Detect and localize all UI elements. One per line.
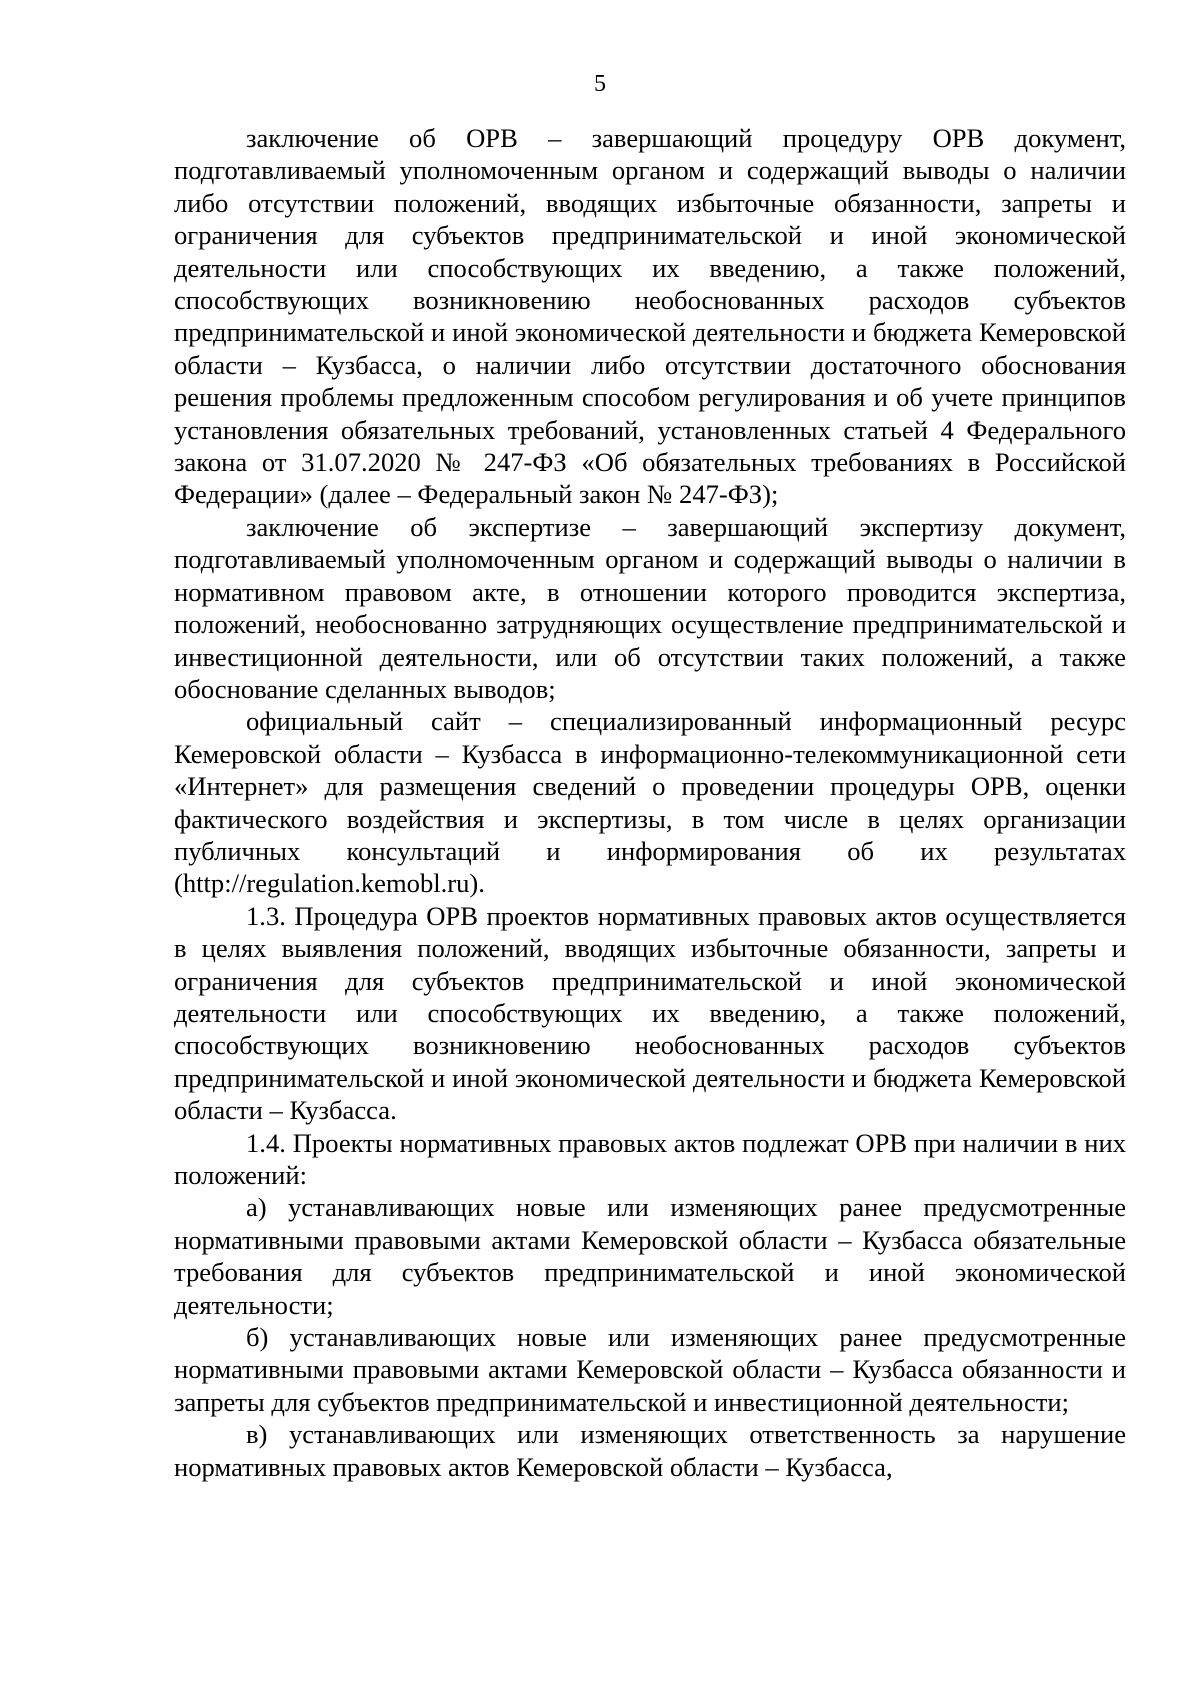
document-body bbox=[174, 122, 1126, 1483]
list-item-b: б) устанавливающих новые или изменяющих ранее предусмотренные нормативными правовыми актами Кемеровской области – Кузбасса обязанности и запреты для субъектов предпринимательской и инвестиционной деятельности; bbox=[174, 1322, 1126, 1417]
paragraph-section-1-3: 1.3. Процедура ОРВ проектов нормативных правовых актов осуществляется в целях выявления положений, вводящих избыточные обязанности, запреты и ограничения для субъектов предпринимательской и иной экономической деятельности или способствующих их введению, а также положений, способствующих возникновению необоснованных расходов субъектов предпринимательской и иной экономической деятельности и бюджета Кемеровской области – Кузбасса. bbox=[174, 900, 1126, 1126]
paragraph-section-1-4: 1.4. Проекты нормативных правовых актов подлежат ОРВ при наличии в них положений: bbox=[174, 1127, 1126, 1190]
page-number: 5 bbox=[594, 71, 606, 97]
paragraph-definition-expertise-conclusion: заключение об экспертизе – завершающий экспертизу документ, подготавливаемый уполномоченным органом и содержащий выводы о наличии в нормативном правовом акте, в отношении которого проводится экспертиза, положений, необоснованно затрудняющих осуществление предпринимательской и инвестиционной деятельности, или об отсутствии таких положений, а также обоснование сделанных выводов; bbox=[174, 511, 1126, 704]
list-item-v: в) устанавливающих или изменяющих ответственность за нарушение нормативных правовых актов Кемеровской области – Кузбасса, bbox=[174, 1419, 1126, 1482]
paragraph-definition-orv-conclusion: заключение об ОРВ – завершающий процедуру ОРВ документ, подготавливаемый уполномоченным органом и содержащий выводы о наличии либо отсутствии положений, вводящих избыточные обязанности, запреты и ограничения для субъектов предпринимательской и иной экономической деятельности или способствующих их введению, а также положений, способствующих возникновению необоснованных расходов субъектов предпринимательской и иной экономической деятельности и бюджета Кемеровской области – Кузбасса, о наличии либо отсутствии достаточного обоснования решения проблемы предложенным способом регулирования и об учете принципов установления обязательных требований, установленных статьей 4 Федерального закона от 31.07.2020 № 247-ФЗ «Об обязательных требованиях в Российской Федерации» (далее – Федеральный закон № 247-ФЗ); bbox=[174, 123, 1126, 510]
paragraph-definition-official-site: официальный сайт – специализированный информационный ресурс Кемеровской области – Кузбасса в информационно-телекоммуникационной сети «Интернет» для размещения сведений о проведении процедуры ОРВ, оценки фактического воздействия и экспертизы, в том числе в целях организации публичных консультаций и информирования об их результатах (http://regulation.kemobl.ru). bbox=[174, 706, 1126, 899]
list-item-a: а) устанавливающих новые или изменяющих ранее предусмотренные нормативными правовыми актами Кемеровской области – Кузбасса обязательные требования для субъектов предпринимательской и иной экономической деятельности; bbox=[174, 1192, 1126, 1320]
